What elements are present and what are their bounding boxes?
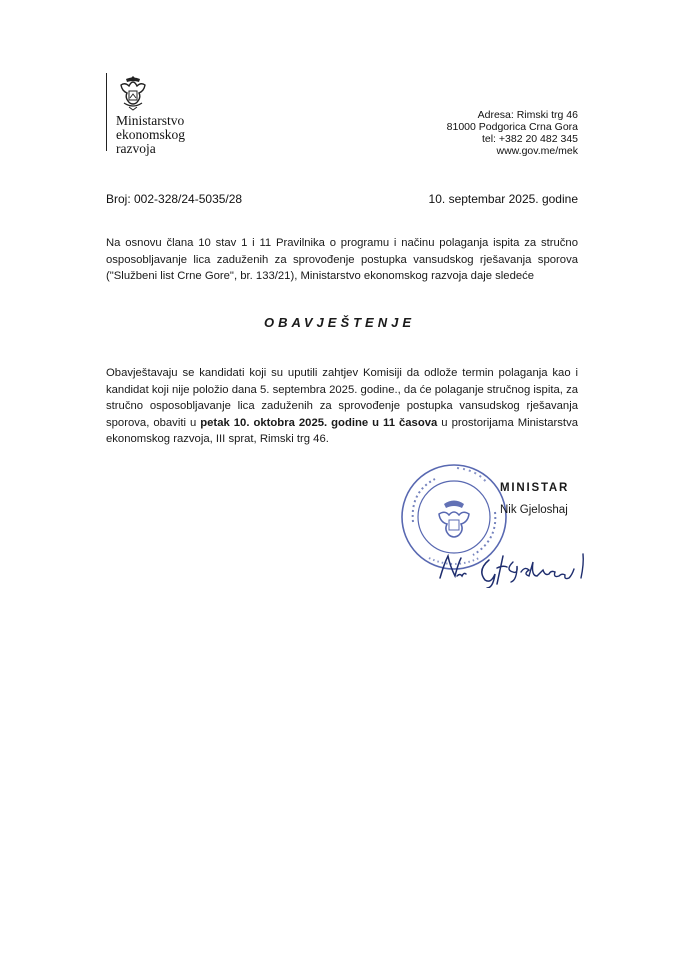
org-line-2: ekonomskog <box>116 127 185 142</box>
reference-number: Broj: 002-328/24-5035/28 <box>106 192 243 206</box>
address-block <box>447 109 578 157</box>
org-line-3: razvoja <box>116 141 156 156</box>
signatory-title: MINISTAR <box>500 482 570 494</box>
document-title: OBAVJEŠTENJE <box>263 315 416 330</box>
document-date: 10. septembar 2025. godine <box>428 192 578 206</box>
address-website: www.gov.me/mek <box>496 145 578 157</box>
letterhead-divider <box>106 73 107 151</box>
address-phone: tel: +382 20 482 345 <box>481 133 578 145</box>
signatory-name: Nik Gjeloshaj <box>500 504 568 516</box>
notice-paragraph <box>106 365 578 448</box>
handwritten-signature-icon <box>437 548 592 588</box>
notice-text-part-1: Obavještavaju se kandidati koji su uputili zahtjev Komisiji da odlože termin polaganja kao i kandidat koji nije položio dana 5. septembra 2025. godine., da će polaganje stručnog ispita, za stručno osposobljavanje lica zaduženih za sprovođenje postupka vansudskog rješavanja sporova, obaviti u <box>106 367 578 429</box>
address-city: 81000 Podgorica Crna Gora <box>446 121 578 133</box>
notice-exam-datetime: petak 10. oktobra 2025. godine u 11 časova <box>200 416 438 429</box>
montenegro-coat-of-arms-icon <box>116 73 150 113</box>
organization-name <box>116 114 185 156</box>
org-line-1: Ministarstvo <box>116 113 185 128</box>
address-line: Adresa: Rimski trg 46 <box>477 109 578 121</box>
notice-text-part-2: u prostorijama Ministarstva ekonomskog razvoja, III sprat, Rimski trg 46. <box>106 416 578 445</box>
intro-paragraph: Na osnovu člana 10 stav 1 i 11 Pravilnika o programu i načinu polaganja ispita za stručno osposobljavanje lica zaduženih za sprovođenje postupka vansudskog rješavanja sporova ("Službeni list Crne Gore", br. 133/21), Ministarstvo ekonomskog razvoja daje sledeće <box>106 237 578 282</box>
